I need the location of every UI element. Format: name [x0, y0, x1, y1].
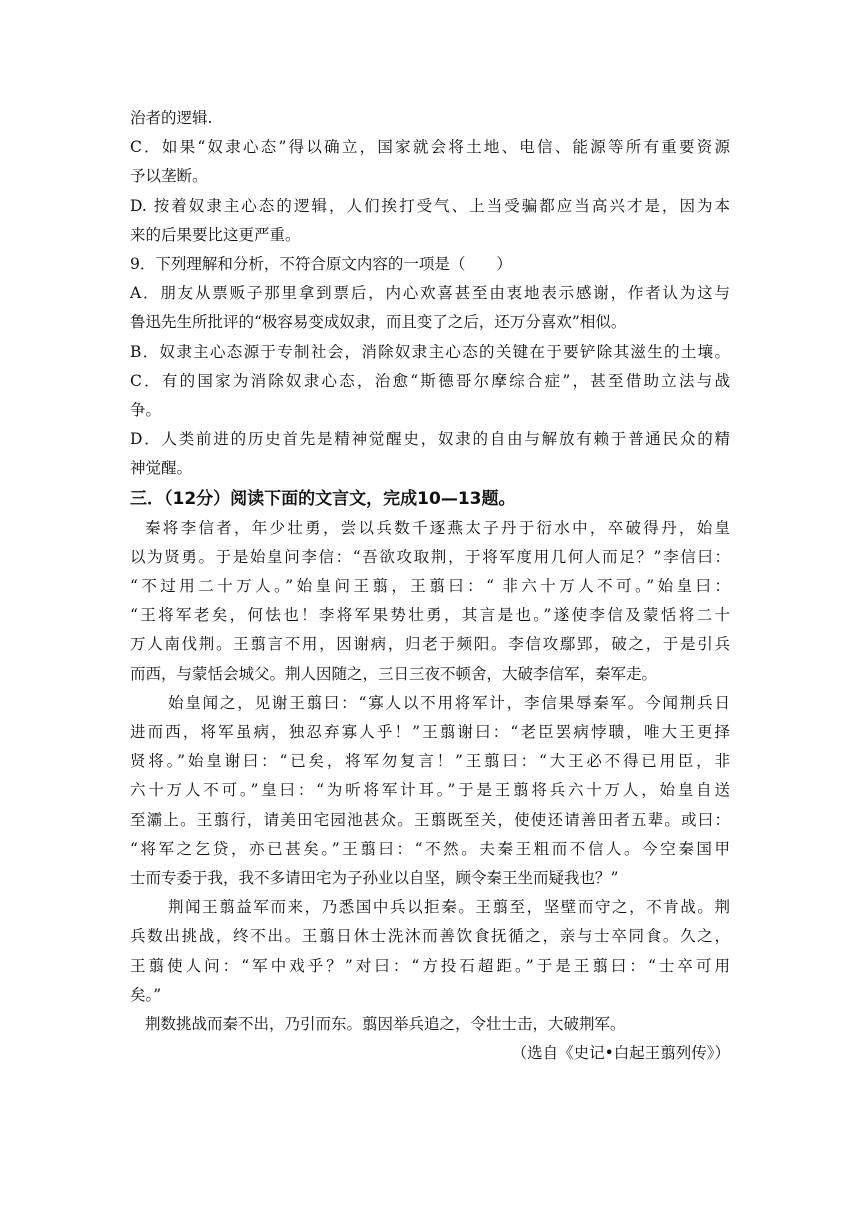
- passage-line: 荆闻王翦益军而来，乃悉国中兵以拒秦。王翦至，坚壁而守之，不肯战。荆: [168, 898, 730, 917]
- passage-line: 荆数挑战而秦不出，乃引而东。翦因举兵追之，令壮士击，大破荆军。: [145, 1015, 626, 1034]
- text-line: 神觉醒。: [130, 459, 193, 478]
- passage-line: 兵数出挑战，终不出。王翦日休士洗沐而善饮食抚循之，亲与士卒同食。久之，: [130, 927, 730, 946]
- text-line: C．如果“奴隶心态”得以确立，国家就会将土地、电信、能源等所有重要资源: [130, 138, 730, 157]
- classical-chinese-passage: [130, 514, 730, 1040]
- passage-line: 以为贤勇。于是始皇问李信：“吾欲攻取荆，于将军度用几何人而足？”李信曰：: [130, 547, 730, 566]
- text-line: 争。: [130, 401, 162, 420]
- passage-line: “不过用二十万人。”始皇问王翦，王翦曰：“ 非六十万人不可。”始皇曰：: [130, 577, 730, 596]
- text-line: 鲁迅先生所批评的“极容易变成奴隶，而且变了之后，还万分喜欢”相似。: [130, 313, 627, 332]
- text-line: C．有的国家为消除奴隶心态，治愈“斯德哥尔摩综合症”，甚至借助立法与战: [130, 371, 730, 390]
- passage-line: 王翦使人问：“军中戏乎？”对曰：“方投石超距。”于是王翦曰：“士卒可用: [130, 956, 730, 975]
- text-line: D. 按着奴隶主心态的逻辑，人们挨打受气、上当受骗都应当高兴才是，因为本: [130, 196, 730, 215]
- text-line: 治者的逻辑.: [130, 109, 213, 127]
- document-page: [130, 104, 730, 1069]
- passage-line: 进而西，将军虽病，独忍弃寡人乎！”王翦谢曰：“老臣罢病悖聩，唯大王更择: [130, 723, 730, 742]
- passage-line: 至灞上。王翦行，请美田宅园池甚众。王翦既至关，使使还请善田者五辈。或曰：: [130, 810, 730, 829]
- passage-line: 而西，与蒙恬会城父。荆人因随之，三日三夜不顿舍，大破李信军，秦军走。: [130, 664, 658, 683]
- passage-line: “王将军老矣，何怯也！李将军果势壮勇，其言是也。”遂使李信及蒙恬将二十: [130, 606, 730, 625]
- text-line: D．人类前进的历史首先是精神觉醒史，奴隶的自由与解放有赖于普通民众的精: [130, 430, 730, 449]
- passage-line: 士而专委于我，我不多请田宅为子孙业以自坚，顾令秦王坐而疑我也？”: [130, 869, 619, 888]
- text-line: B．奴隶主心态源于专制社会，消除奴隶主心态的关键在于要铲除其滋生的土壤。: [130, 342, 730, 361]
- text-line: 予以垄断。: [130, 167, 208, 186]
- passage-source: （选自《史记•白起王翦列传》）: [511, 1044, 730, 1063]
- passage-line: 万人南伐荆。王翦言不用，因谢病，归老于频阳。李信攻鄢郢，破之，于是引兵: [130, 635, 730, 654]
- text-line: 来的后果要比这更严重。: [130, 225, 301, 244]
- passage-line: “将军之乞贷，亦已甚矣。”王翦曰：“不然。夫秦王粗而不信人。今空秦国甲: [130, 839, 730, 858]
- passage-line: 始皇闻之，见谢王翦曰：“寡人以不用将军计，李信果辱秦军。今闻荆兵日: [168, 693, 730, 712]
- passage-line: 贤将。”始皇谢曰：“已矣，将军勿复言！”王翦曰：“大王必不得已用臣，非: [130, 752, 730, 771]
- passage-line: 矣。”: [130, 985, 162, 1004]
- question-options-section: [130, 104, 730, 484]
- text-line: A．朋友从票贩子那里拿到票后，内心欢喜甚至由衷地表示感谢，作者认为这与: [130, 284, 730, 303]
- section-heading: 三．（12分）阅读下面的文言文，完成10—13题。: [130, 488, 516, 509]
- text-line: 9．下列理解和分析，不符合原文内容的一项是（ ）: [130, 255, 512, 274]
- passage-line: 秦将李信者，年少壮勇，尝以兵数千逐燕太子丹于衍水中，卒破得丹，始皇: [145, 518, 730, 537]
- passage-line: 六十万人不可。”皇曰：“为听将军计耳。”于是王翦将兵六十万人，始皇自送: [130, 781, 730, 800]
